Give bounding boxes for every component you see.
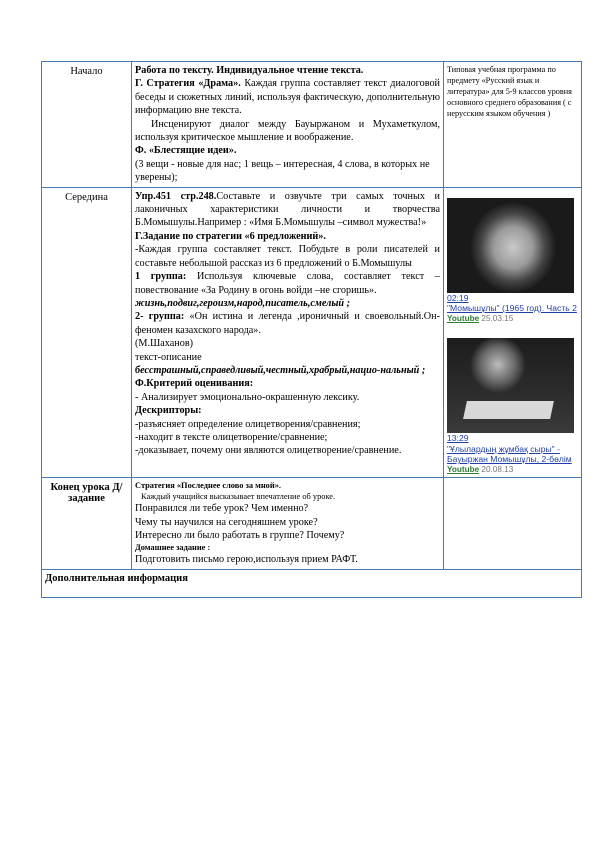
text-line: Каждый учащийся высказывает впечатление об уроке. bbox=[141, 492, 336, 502]
text-line: -разъясняет определение олицетворения/сравнения; bbox=[135, 418, 361, 430]
text-line: Работа по тексту. Индивидуальное чтение текста. bbox=[135, 65, 364, 76]
text-line: Интересно ли было работать в группе? Почему? bbox=[135, 529, 345, 541]
table-row bbox=[42, 62, 582, 188]
text-line: - Анализирует эмоционально-окрашенную лексику. bbox=[135, 391, 360, 403]
text-line: Ф.Критерий оценивания: bbox=[135, 378, 254, 390]
video-thumbnail[interactable] bbox=[447, 338, 574, 433]
video-link[interactable]: "Ұлылардың жұмбақ сыры" - Бауыржан Момышұлы, 2-бөлім bbox=[447, 443, 572, 465]
text-line: Упр.451 стр.248.Составьте и озвучьте три самых точных и лаконичных характеристики личности и творчества Б.Момышулы.Например : «Имя Б.Момышулы –символ мужества!» bbox=[135, 190, 441, 229]
lesson-plan-table bbox=[41, 61, 582, 598]
text-line: Ф. «Блестящие идеи». bbox=[135, 145, 237, 157]
text-line: -доказывает, почему они являются олицетворение/сравнение. bbox=[135, 445, 402, 457]
text-line: -находит в тексте олицетворение/сравнение; bbox=[135, 431, 328, 443]
text-line: Чему ты научился на сегодняшнем уроке? bbox=[135, 516, 318, 528]
table-row bbox=[42, 569, 582, 597]
text-line: 2- группа: «Он истина и легенда ,ироничный и своевольный.Он-феномен казахского народа». bbox=[135, 311, 440, 336]
media-cell bbox=[444, 187, 582, 478]
video-duration[interactable]: 13:29 bbox=[447, 433, 469, 444]
text-line: (М.Шаханов) bbox=[135, 338, 194, 350]
text-line: Г.Задание по стратегии «6 предложений». bbox=[135, 230, 326, 242]
content-cell bbox=[132, 62, 444, 188]
strategy-title: Г. Стратегия «Драма». bbox=[135, 78, 241, 90]
content-cell bbox=[132, 478, 444, 570]
content-cell bbox=[132, 187, 444, 478]
text-line: Домашнее задание : bbox=[135, 543, 211, 553]
video-meta: Youtube 20.08.13 bbox=[447, 464, 514, 474]
text-line: Стратегия «Последнее слово за мной». bbox=[135, 481, 281, 491]
stage-cell: Конец урока Д/задание bbox=[42, 478, 132, 570]
text-line: 1 группа: Используя ключевые слова, составляет текст – повествование «За Родину в огонь войди –не сгоришь». bbox=[135, 271, 440, 296]
table-row bbox=[42, 478, 582, 570]
text-line: Г. Стратегия «Драма». Каждая группа составляет текст диалоговой беседы и сюжетных линий, используя фактическую, дополнительную информацию вне текста. bbox=[135, 78, 440, 117]
text-line: текст-описание bbox=[135, 351, 202, 363]
text-line: -Каждая группа составляет текст. Побудьте в роли писателей и составьте небольшой рассказ из 6 предложений о Б.Момышулы bbox=[135, 244, 440, 269]
video-link[interactable]: "Момышұлы" (1965 год). Часть 2 bbox=[447, 303, 577, 314]
video-meta: Youtube 25.03.15 bbox=[447, 313, 514, 323]
video-thumbnail[interactable] bbox=[447, 198, 574, 293]
text-line: (3 вещи - новые для нас; 1 вещь – интересная, 4 слова, в которых не уверены); bbox=[135, 158, 430, 184]
text-line: Понравился ли тебе урок? Чем именно? bbox=[135, 503, 309, 515]
keywords-line: жизнь,подвиг,героизм,народ,писатель,смелый ; bbox=[135, 297, 351, 309]
table-row bbox=[42, 187, 582, 478]
empty-cell bbox=[444, 478, 582, 570]
video-duration[interactable]: 02:19 bbox=[447, 292, 469, 303]
footer-cell: Дополнительная информация bbox=[42, 569, 582, 597]
text-line: Дескрипторы: bbox=[135, 405, 202, 417]
stage-cell: Начало bbox=[42, 62, 132, 188]
stage-cell: Середина bbox=[42, 187, 132, 478]
text-line: Инсценируют диалог между Бауыржаном и Мухаметкулом, используя критическое мышление и воображение. bbox=[135, 118, 440, 144]
keywords-line: бесстрашный,справедливый,честный,храбрый,нацио-нальный ; bbox=[135, 364, 426, 376]
text-line: Подготовить письмо герою,используя прием РАФТ. bbox=[135, 554, 358, 566]
resource-cell: Типовая учебная программа по предмету «Русский язык и литература» для 5-9 классов уровня основного среднего образования ( с нерусским языком обучения ) bbox=[444, 62, 582, 188]
